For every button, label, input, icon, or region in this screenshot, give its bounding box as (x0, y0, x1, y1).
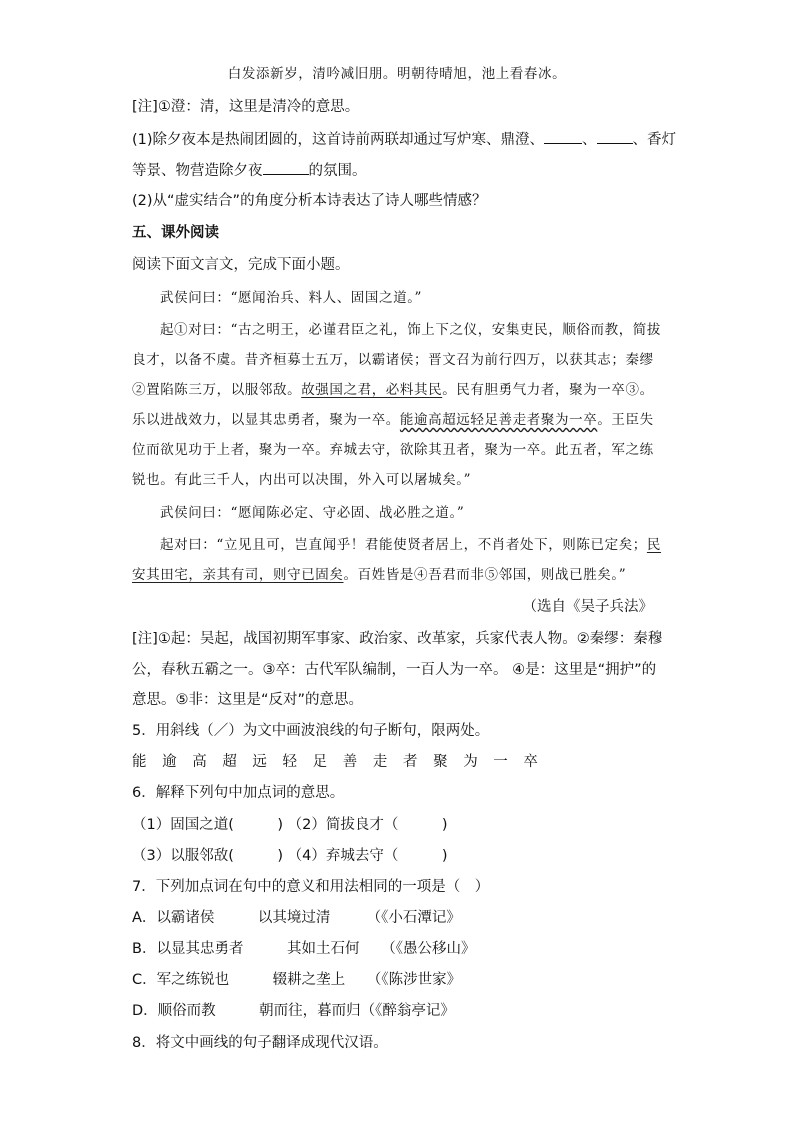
notes-line-2: 公，春秋五霸之一。③卒：古代军队编制，一百人为一卒。 ④是：这里是“拥护”的 (132, 662, 657, 678)
wavy-underlined-sentence: 能逾高超远轻足善走者聚为一卒 (399, 412, 598, 428)
question-8: 8．将文中画线的句子翻译成现代汉语。 (132, 1035, 388, 1051)
passage-para-4-line-2: 安其田宅，亲其有司，则守已固矣。百姓皆是④吾君而非⑤邻国，则战已胜矣。” (132, 567, 627, 583)
question-1-line-1: (1)除夕夜本是热闹团圆的，这首诗前两联却通过写炉寒、鼎澄、 、 、香灯 (132, 129, 676, 150)
question-7-option-d: D．顺俗而教 朝而往，暮而归（《醉翁亭记》 (132, 1003, 455, 1019)
question-5: 5．用斜线（／）为文中画波浪线的句子断句，限两处。 (132, 723, 490, 739)
question-7: 7．下列加点词在句中的意义和用法相同的一项是（ ） (132, 879, 490, 895)
passage-para-2-line-1: 起①对曰：“古之明王，必谨君臣之礼，饰上下之仪，安集吏民，顺俗而教，简拔 (160, 322, 662, 338)
passage-para-2-line-4: 乐以进战效力，以显其忠勇者，聚为一卒。能逾高超远轻足善走者聚为一卒。王臣失 (132, 412, 654, 428)
passage-para-2-line-3: ②置陷陈三万，以服邻敌。故强国之君，必料其民。民有胆勇气力者，聚为一卒③。 (132, 382, 654, 398)
passage-para-1: 武侯问曰：“愿闻治兵、料人、固国之道。” (160, 290, 423, 306)
passage-para-2-line-2: 良才，以备不虞。昔齐桓募士五万，以霸诸侯；晋文召为前行四万，以获其志；秦缪 (132, 352, 654, 368)
section-heading: 五、课外阅读 (132, 225, 219, 241)
question-6: 6．解释下列句中加点词的意思。 (132, 785, 345, 801)
question-7-option-b: B．以显其忠勇者 其如土石何 （《愚公移山》 (132, 941, 476, 957)
question-6-row-2: （3）以服邻敌( ) （4）弃城去守（ ) (132, 848, 448, 864)
question-7-option-a: A．以霸诸侯 以其境过清 （《小石潭记》 (132, 910, 461, 926)
question-7-option-c: C．军之练锐也 辍耕之垄上 （《陈涉世家》 (132, 972, 462, 988)
answer-blank-2[interactable] (597, 129, 633, 144)
passage-source: （选自《吴子兵法》 (522, 599, 653, 615)
answer-blank-3[interactable] (263, 160, 309, 175)
poem-annotation: [注]①澄：清，这里是清冷的意思。 (132, 99, 360, 115)
passage-para-2-line-6: 锐也。有此三千人，内出可以决围，外入可以屠城矣。” (132, 472, 472, 488)
question-5-text: 能 逾 高 超 远 轻 足 善 走 者 聚 为 一 卒 (132, 754, 544, 770)
notes-line-3: 意思。⑤非：这里是“反对”的意思。 (132, 692, 364, 708)
answer-blank-1[interactable] (544, 129, 582, 144)
notes-line-1: [注]①起：吴起，战国初期军事家、政治家、改革家，兵家代表人物。②秦缪：秦穆 (132, 631, 663, 647)
question-1-line-2: 等景、物营造除夕夜 的氛围。 (132, 160, 367, 181)
passage-para-2-line-5: 位而欲见功于上者，聚为一卒。弃城去守，欲除其丑者，聚为一卒。此五者，军之练 (132, 442, 654, 458)
poem-last-line: 白发添新岁，清吟减旧朋。明朝待晴旭，池上看春冰。 (227, 66, 567, 82)
passage-para-3: 武侯问曰：“愿闻陈必定、守必固、战必胜之道。” (160, 505, 465, 521)
question-2: (2)从“虚实结合”的角度分析本诗表达了诗人哪些情感？ (132, 193, 487, 209)
underlined-sentence-1: 故强国之君，必料其民 (301, 382, 443, 398)
question-6-row-1: （1）固国之道( ) （2）简拔良才（ ) (132, 817, 448, 833)
passage-para-4-line-1: 起对曰：“立见且可，岂直闻乎！君能使贤者居上，不肖者处下，则陈已定矣；民 (160, 537, 662, 553)
underlined-sentence-2: 安其田宅，亲其有司，则守已固矣 (132, 567, 344, 583)
reading-instruction: 阅读下面文言文，完成下面小题。 (132, 257, 350, 273)
